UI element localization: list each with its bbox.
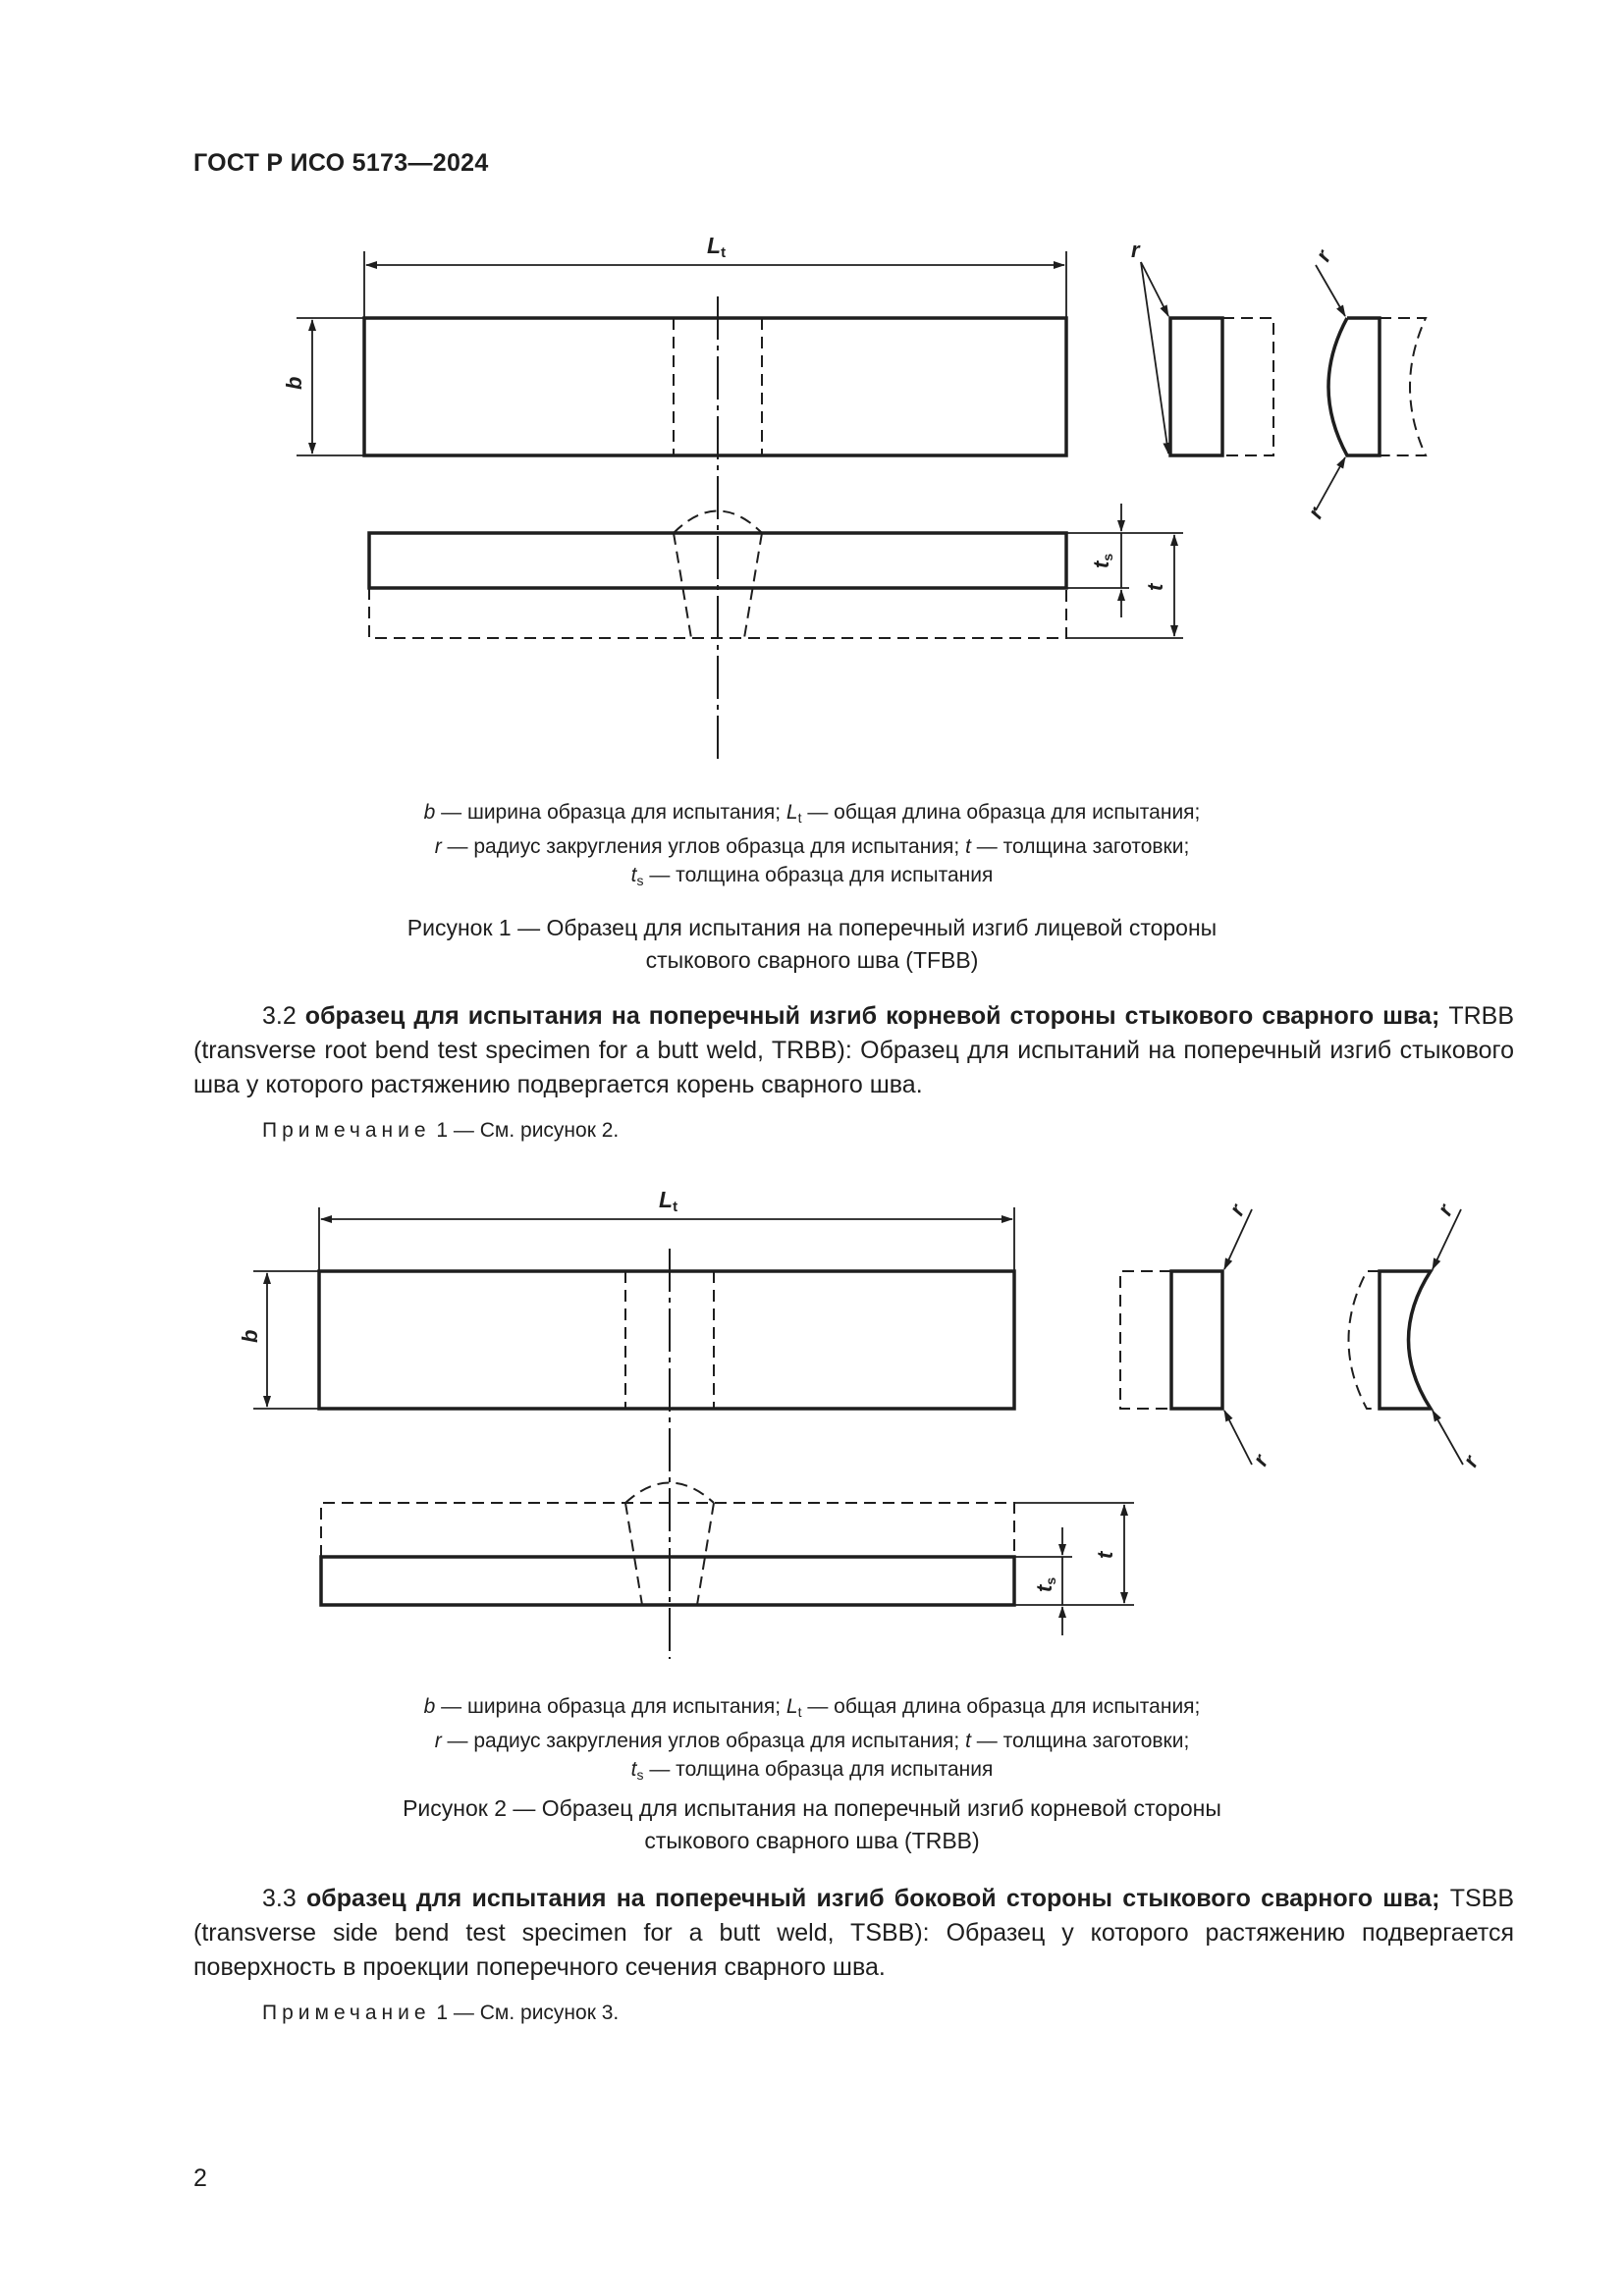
fig2-section-solid (321, 1557, 1014, 1605)
fig2-end-view-2 (1380, 1271, 1431, 1409)
fig2-section-dashed (321, 1503, 1014, 1557)
section-3-3-definition: TSBB (transverse side bend test specimen for a butt weld, TSBB): Образец у которого растяжению подвергается поверхность в проекции поперечного сечения сварного шва. (193, 1885, 1514, 1981)
fig2-legend-line-3: $t_s$ — толщина образца для испытания (630, 1758, 994, 1783)
section-3-2-definition: TRBB (transverse root bend test specimen for a butt weld, TRBB): Образец для испытаний на поперечный изгиб стыкового шва у которого растяжению подвергается корень сварного шва. (193, 1002, 1515, 1098)
document-header: ГОСТ Р ИСО 5173—2024 (193, 149, 489, 177)
fig2-r-label-3: r (1432, 1200, 1458, 1220)
fig1-caption-line-1: Рисунок 1 — Образец для испытания на поперечный изгиб лицевой стороны (406, 915, 1218, 940)
fig1-weld-groove-left (674, 533, 691, 638)
fig2-legend-line-1: b — ширина образца для испытания; $L_t$ — общая длина образца для испытания; (423, 1695, 1201, 1720)
fig1-lt-label: Lt (707, 233, 727, 261)
fig2-caption-line-1: Рисунок 2 — Образец для испытания на поперечный изгиб корневой стороны (403, 1795, 1221, 1821)
figure-2-legend (295, 1692, 1329, 1789)
fig1-weld-groove-right (744, 533, 762, 638)
figure-2-svg (0, 1178, 1624, 1669)
fig2-legend-line-2: r — радиус закругления углов образца для испытания; t — толщина заготовки; (434, 1730, 1190, 1752)
fig1-t-label: t (1143, 583, 1167, 591)
section-3-2-note: Примечание 1 — См. рисунок 2. (262, 1119, 620, 1142)
section-3-3-paragraph: 3.3 образец для испытания на поперечный изгиб боковой стороны стыкового сварного шва; TSBB (transverse side bend test specimen for a butt weld, TSBB): Образец у которого растяжению подвергается поверхность в проекции поперечного сечения сварного шва. (193, 1885, 1514, 1981)
fig1-top-view-outline (364, 318, 1066, 455)
fig2-ts-label: ts (1032, 1576, 1058, 1592)
fig1-b-label: b (282, 376, 306, 390)
figure-1-caption (295, 912, 1329, 977)
page-number: 2 (193, 2164, 207, 2192)
fig1-ts-label: ts (1089, 553, 1115, 568)
fig2-lt-label: Lt (659, 1187, 678, 1215)
figure-2-drawing (0, 1178, 1624, 1669)
fig1-r-label-2: r (1310, 245, 1336, 266)
fig2-r-label-2: r (1247, 1450, 1273, 1470)
figure-2-caption (295, 1792, 1329, 1857)
section-3-3-note: Примечание 1 — См. рисунок 3. (262, 2002, 620, 2024)
figure-1-svg (0, 226, 1624, 775)
fig2-r-label-1: r (1223, 1200, 1250, 1220)
fig2-top-view-outline (319, 1271, 1014, 1409)
fig1-legend-line-2: r — радиус закругления углов образца для испытания; t — толщина заготовки; (434, 835, 1190, 858)
section-3-2-term: образец для испытания на поперечный изгиб корневой стороны стыкового сварного шва; (304, 1002, 1440, 1030)
fig2-t-label: t (1093, 1551, 1117, 1559)
fig2-end-view-1 (1171, 1271, 1222, 1409)
fig2-caption-line-2: стыкового сварного шва (TRBB) (644, 1828, 980, 1853)
figure-1-drawing (0, 226, 1624, 775)
fig2-b-label: b (238, 1329, 262, 1343)
fig2-r-label-4: r (1457, 1451, 1484, 1471)
section-3-2-paragraph: 3.2 образец для испытания на поперечный изгиб корневой стороны стыкового сварного шва; TRBB (transverse root bend test specimen for a butt weld, TRBB): Образец для испытаний на поперечный изгиб стыкового шва у которого растяжению подвергается корень сварного шва. (193, 1002, 1515, 1098)
figure-1-legend (295, 798, 1329, 895)
fig1-legend-line-3: $t_s$ — толщина образца для испытания (630, 864, 994, 888)
fig1-r-label-1: r (1131, 238, 1140, 262)
fig1-end-view-2 (1328, 318, 1380, 455)
fig1-r-label-3: r (1302, 503, 1328, 523)
section-3-3-term: образец для испытания на поперечный изгиб боковой стороны стыкового сварного шва; (306, 1885, 1440, 1912)
fig1-legend-line-1: b — ширина образца для испытания; $L_t$ — общая длина образца для испытания; (423, 801, 1201, 826)
fig1-end-view-1 (1170, 318, 1222, 455)
fig1-caption-line-2: стыкового сварного шва (TFBB) (645, 947, 979, 973)
